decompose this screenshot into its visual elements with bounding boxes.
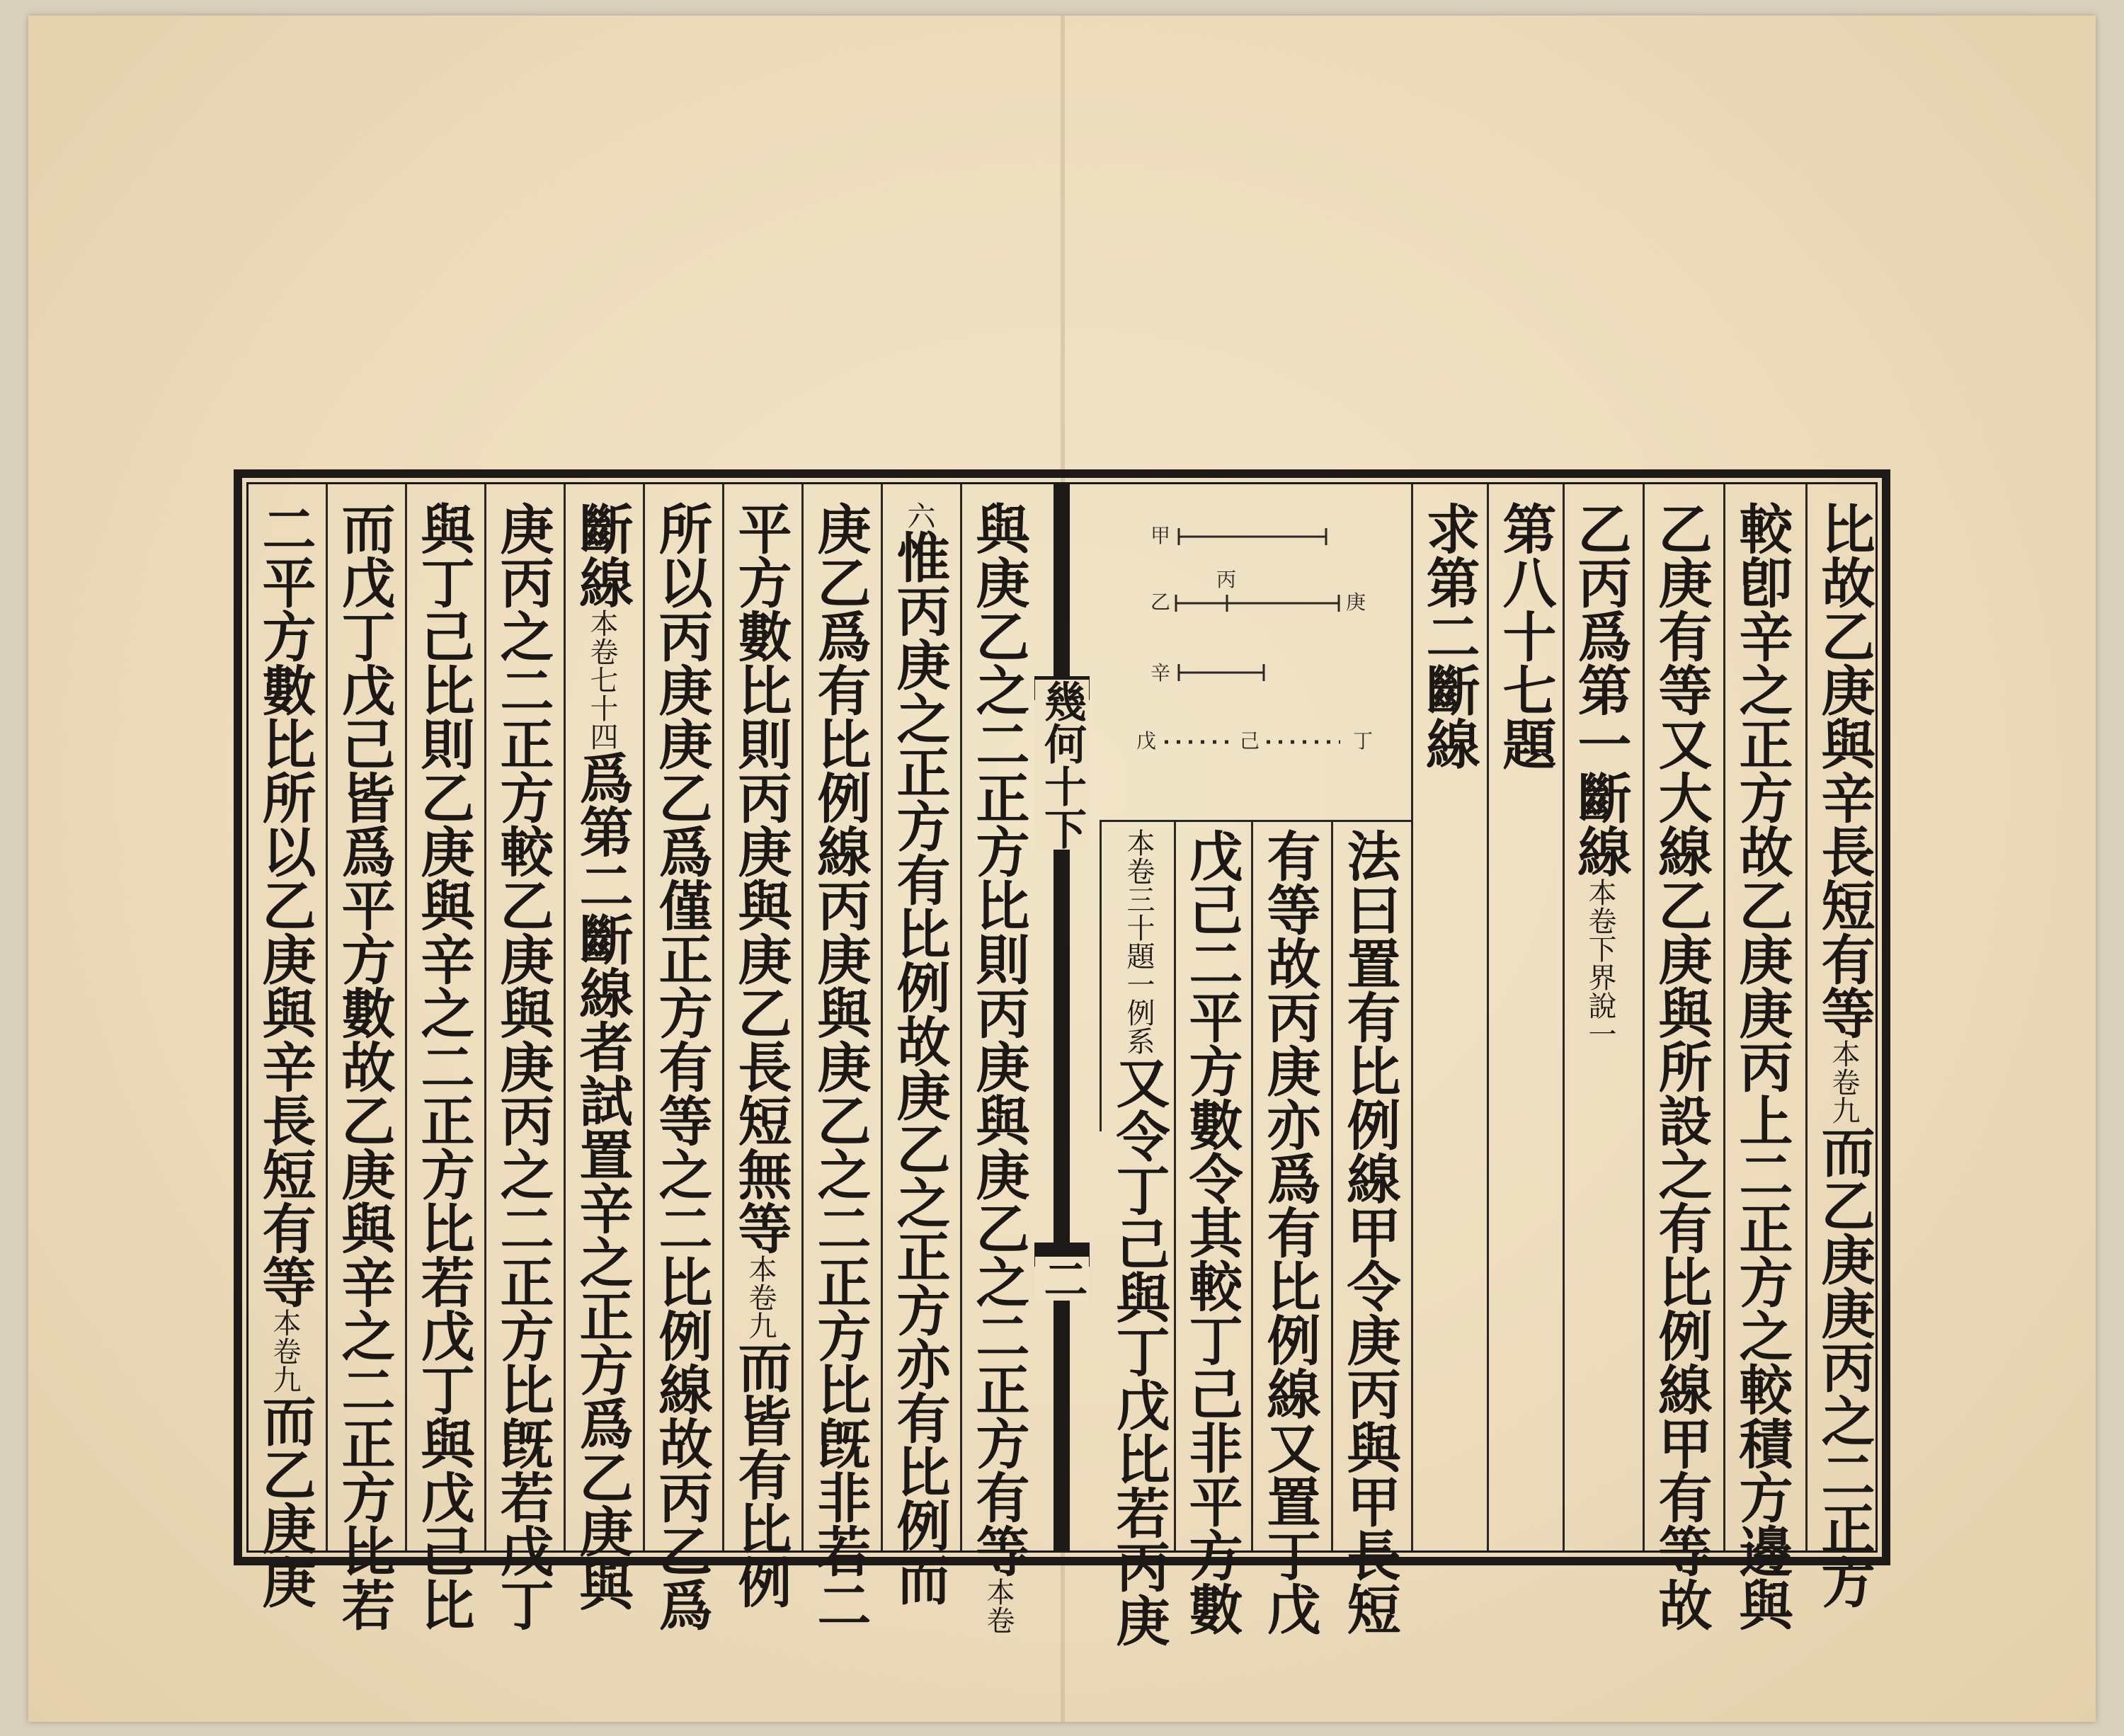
figure-rule <box>1100 820 1411 822</box>
text-column: 法曰置有比例線甲令庚丙與甲長短 <box>1338 828 1401 1635</box>
column-rule <box>1411 484 1413 1551</box>
column-rule <box>643 484 645 1551</box>
text-column: 乙丙爲第一斷線本卷下界說一 <box>1569 501 1632 1048</box>
text-column: 戊己二平方數令其較丁己非平方數 <box>1180 828 1243 1635</box>
figure-label: 丁 <box>1353 729 1374 753</box>
problem-heading: 第八十七題 <box>1494 501 1557 770</box>
text-column: 本卷三十題一例系又令丁己與丁戊比若丙庚 <box>1107 828 1170 1647</box>
text-column: 庚乙爲有比例線丙庚與庚乙之二正方比旣非若二 <box>809 501 872 1631</box>
text-column: 二平方數比所以乙庚與辛長短有等本卷九而乙庚庚 <box>253 501 316 1609</box>
column-rule <box>722 484 724 1551</box>
column-rule <box>326 484 328 1551</box>
column-rule <box>801 484 804 1551</box>
text-column: 與丁己比則乙庚與辛之二正方比若戊丁與戊己比 <box>412 501 475 1631</box>
text-column: 較卽辛之正方故乙庚庚丙上二正方之較積方邊與 <box>1730 501 1793 1631</box>
text-column: 斷線本卷七十四爲第二斷線者試置辛之正方爲乙庚與 <box>571 501 634 1611</box>
figure-label: 乙 <box>1150 590 1171 614</box>
text-column: 庚丙之二正方較乙庚與庚丙之二正方比旣若戊丁 <box>491 501 554 1631</box>
column-rule <box>1805 484 1808 1551</box>
column-rule <box>1723 484 1725 1551</box>
problem-statement: 求第二斷線 <box>1417 501 1480 770</box>
figure-label: 己 <box>1240 729 1260 753</box>
column-rule <box>1643 484 1645 1551</box>
text-column: 乙庚有等又大線乙庚與所設之有比例線甲有等故 <box>1650 501 1713 1631</box>
figure-label: 庚 <box>1346 590 1366 614</box>
text-column: 平方數比則丙庚與庚乙長短無等本卷九而皆有比例 <box>729 501 792 1609</box>
column-rule <box>1331 820 1333 1551</box>
column-rule <box>1487 484 1489 1551</box>
page-number: 二 <box>1037 1257 1088 1301</box>
figure-label: 甲 <box>1150 524 1171 547</box>
text-column: 而戊丁戊己皆爲平方數故乙庚與辛之二正方比若 <box>333 501 396 1631</box>
figure-label: 戊 <box>1136 729 1157 753</box>
column-rule <box>881 484 883 1551</box>
column-rule <box>484 484 486 1551</box>
text-column: 所以丙庚庚乙爲僅正方有等之二比例線故丙乙爲 <box>650 501 713 1631</box>
column-rule <box>1251 820 1253 1551</box>
text-column: 與庚乙之二正方比則丙庚與庚乙之二正方有等本卷 <box>967 501 1030 1634</box>
column-rule <box>960 484 962 1551</box>
text-column: 比故乙庚與辛長短有等本卷九而乙庚庚丙之二正方 <box>1812 501 1875 1609</box>
center-band <box>1054 484 1070 1551</box>
column-rule <box>1174 820 1176 1551</box>
figure-label: 辛 <box>1150 661 1171 685</box>
text-column: 有等故丙庚亦爲有比例線又置丁戊 <box>1258 828 1321 1635</box>
column-rule <box>405 484 407 1551</box>
center-title: 幾何十下 <box>1035 680 1089 850</box>
column-rule <box>1100 820 1102 1131</box>
line-diagram <box>1100 496 1411 807</box>
figure-label: 丙 <box>1216 568 1237 591</box>
text-column: 六惟丙庚之正方有比例故庚乙之正方亦有比例而 <box>888 501 951 1606</box>
column-rule <box>1563 484 1565 1551</box>
column-rule <box>564 484 566 1551</box>
